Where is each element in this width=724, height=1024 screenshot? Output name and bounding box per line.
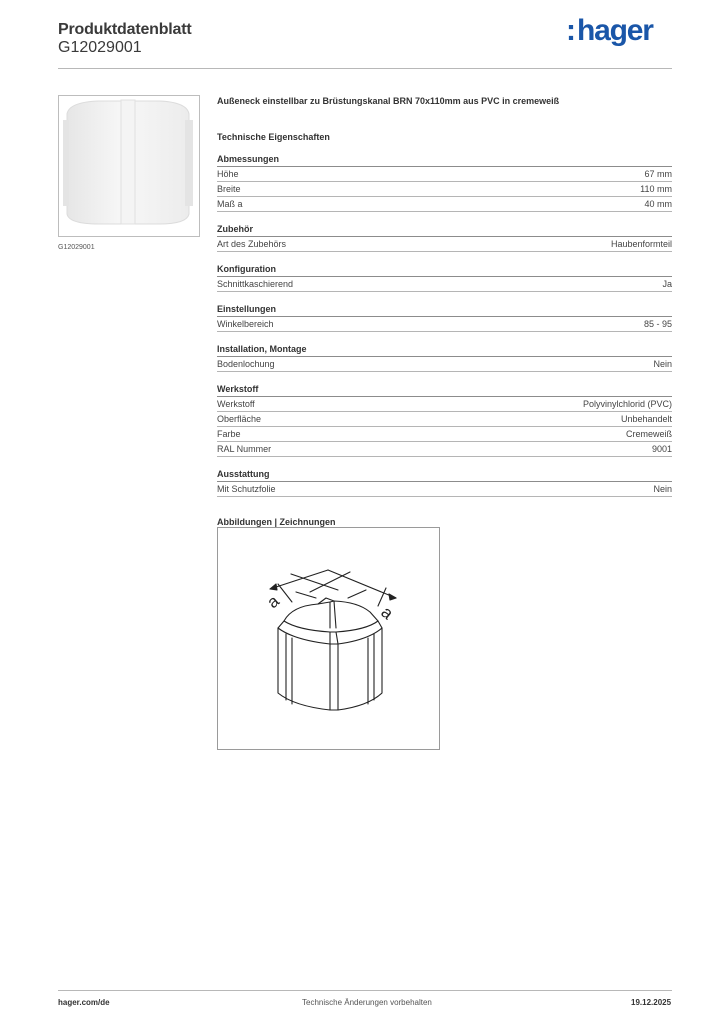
logo-text: hager <box>577 14 653 47</box>
spec-row <box>217 442 672 457</box>
spec-row <box>217 317 672 332</box>
section-title: Zubehör <box>217 223 672 237</box>
section-title: Konfiguration <box>217 263 672 277</box>
spec-value: 110 mm <box>640 184 672 194</box>
spec-row <box>217 482 672 497</box>
spec-section-equipment <box>217 468 672 497</box>
spec-value: Nein <box>653 484 672 494</box>
spec-section-settings <box>217 303 672 332</box>
spec-label: Maß a <box>217 199 243 209</box>
section-title: Einstellungen <box>217 303 672 317</box>
spec-value: 9001 <box>651 444 672 454</box>
dimension-label-left: a <box>263 591 283 613</box>
section-title: Ausstattung <box>217 468 672 482</box>
product-code: G12029001 <box>58 39 142 56</box>
image-caption: G12029001 <box>58 244 95 251</box>
section-title: Abmessungen <box>217 153 672 167</box>
spec-label: Farbe <box>217 429 241 439</box>
spec-label: Winkelbereich <box>217 319 274 329</box>
spec-label: Werkstoff <box>217 399 255 409</box>
hager-logo: :hager <box>566 14 653 47</box>
drawings-heading: Abbildungen | Zeichnungen <box>217 517 336 527</box>
spec-label: Oberfläche <box>217 414 262 424</box>
product-image <box>58 95 200 237</box>
spec-value: Ja <box>662 279 672 289</box>
spec-row <box>217 412 672 427</box>
spec-value: Unbehandelt <box>620 414 672 424</box>
spec-value: Cremeweiß <box>625 429 672 439</box>
technical-drawing <box>217 527 440 750</box>
spec-label: Schnittkaschierend <box>217 279 294 289</box>
spec-section-dimensions <box>217 153 672 212</box>
spec-row <box>217 197 672 212</box>
spec-row <box>217 277 672 292</box>
spec-row <box>217 427 672 442</box>
spec-row <box>217 357 672 372</box>
footer-divider <box>58 990 672 991</box>
dimension-label-right: a <box>377 602 397 624</box>
spec-label: RAL Nummer <box>217 444 272 454</box>
spec-value: 40 mm <box>644 199 672 209</box>
spec-label: Art des Zubehörs <box>217 239 287 249</box>
specs-column <box>217 88 672 527</box>
spec-section-configuration <box>217 263 672 292</box>
document-title: Produktdatenblatt <box>58 21 192 38</box>
spec-row <box>217 397 672 412</box>
spec-value: Polyvinylchlorid (PVC) <box>582 399 672 409</box>
spec-value: Haubenformteil <box>610 239 672 249</box>
spec-value: Nein <box>653 359 672 369</box>
spec-label: Breite <box>217 184 241 194</box>
footer-note: Technische Änderungen vorbehalten <box>302 998 432 1007</box>
spec-label: Bodenlochung <box>217 359 275 369</box>
spec-section-material <box>217 383 672 457</box>
footer-date: 19.12.2025 <box>631 998 672 1007</box>
spec-row <box>217 182 672 197</box>
spec-value: 85 - 95 <box>643 319 672 329</box>
spec-row <box>217 167 672 182</box>
spec-row <box>217 237 672 252</box>
product-description: Außeneck einstellbar zu Brüstungskanal BRN 70x110mm aus PVC in cremeweiß <box>217 96 560 106</box>
spec-label: Mit Schutzfolie <box>217 484 276 494</box>
header-divider <box>58 68 672 69</box>
footer-website-link[interactable]: hager.com/de <box>58 998 110 1007</box>
section-title: Werkstoff <box>217 383 672 397</box>
spec-value: 67 mm <box>644 169 672 179</box>
spec-label: Höhe <box>217 169 239 179</box>
technical-heading: Technische Eigenschaften <box>217 132 330 142</box>
spec-section-accessory <box>217 223 672 252</box>
section-title: Installation, Montage <box>217 343 672 357</box>
spec-section-installation <box>217 343 672 372</box>
